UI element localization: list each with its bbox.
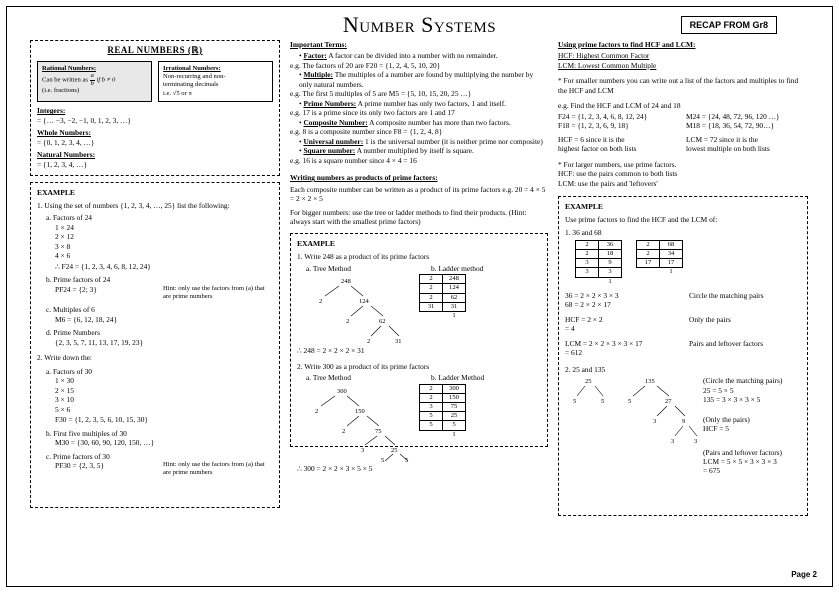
ladder-row [420,412,466,421]
hcf-eg-head: e.g. Find the HCF and LCM of 24 and 18 [558,101,681,111]
ladder-div: 2 [420,293,443,302]
tree-25 [565,374,621,476]
ladder-row [576,268,622,277]
irrational-or: or [181,89,187,97]
ladder-row [576,240,622,249]
ladder-val: 18 [599,249,622,258]
example-label-right: EXAMPLE [565,202,603,212]
term-2-word: Prime Numbers: [303,98,357,108]
ladder-val: 62 [443,293,466,302]
note-pairs-2: (Only the pairs) [703,414,750,424]
lcm-result-line1: LCM = 72 since it is the [686,134,758,144]
natural-heading: Natural Numbers: [37,150,96,160]
line-36: 36 = 2 × 2 × 3 × 3 [565,290,619,300]
svg-text:5: 5 [601,398,605,406]
left-f-value: M30 = {30, 60, 90, 120, 150, …} [55,438,155,448]
term-block-5 [290,146,548,165]
line-25: 25 = 5 × 5 [703,385,734,395]
left-d-label: d. Prime Numbers [46,328,100,338]
important-terms-section [290,40,548,165]
tree-300 [297,384,415,462]
f-lists [558,112,676,131]
rational-numbers-box [37,61,152,103]
svg-text:25: 25 [391,446,398,454]
ladder-div: 2 [420,284,443,293]
m-lists [686,112,808,131]
ladder-val: 36 [599,240,622,249]
column-left [30,40,280,508]
tree-135-svg [621,374,703,446]
ladder-div: 2 [576,240,599,249]
term-0-eg: e.g. The factors of 20 are F20 = {1, 2, 4, 5, 10, 20} [290,60,441,70]
svg-text:3: 3 [361,446,365,454]
term-3-eg: e.g. 8 is a composite number since F8 = {1, 2, 4, 8} [290,127,443,137]
svg-text:62: 62 [379,318,386,326]
irrational-heading: Irrational Numbers: [163,64,221,72]
lcm-def-text: LCM: Lowest Common Multiple [558,60,657,70]
left-example-box [30,182,280,508]
fraction-numerator: a [90,71,94,79]
f24-list: F24 = {1, 2, 3, 4, 6, 8, 12, 24} [558,111,648,121]
ladder-row [576,259,622,268]
svg-text:27: 27 [665,398,672,406]
natural-group [37,150,273,169]
tree-300-svg [297,384,415,462]
right-q2: 2. 25 and 135 [565,364,606,374]
ladder-div: 2 [576,249,599,258]
ladder-row [576,249,622,258]
mid-q2: 2. Write 300 as a product of its prime factors [297,361,430,371]
ladder-div [637,268,660,277]
term-5-eg: e.g. 16 is a square number since 4 × 4 = 16 [290,155,417,165]
ladder-248 [419,274,466,344]
integers-heading: Integers: [37,106,66,116]
svg-text:5: 5 [405,456,409,462]
svg-text:248: 248 [341,278,351,286]
ladder-248-table [419,274,466,320]
irrational-line1: Non-recurring and non- [163,72,226,80]
hcf-result [558,135,676,154]
svg-text:2: 2 [342,427,346,435]
ladder-div: 2 [420,393,443,402]
left-g-label: c. Prime factors of 30 [46,451,110,461]
irrational-numbers-box [158,61,273,103]
ladder-val: 34 [660,249,683,258]
svg-text:2: 2 [319,298,323,306]
rational-line2: (i.e. fractions) [42,87,80,95]
rational-line1-text: Can be written as [42,76,88,84]
ladder-36 [575,240,622,286]
ladder-val: 9 [599,259,622,268]
svg-text:2: 2 [346,318,350,326]
left-d-value: {2, 3, 5, 7, 11, 13, 17, 19, 23} [55,337,144,347]
ladder-div [420,312,443,321]
ladder-row [420,421,466,430]
ladder-row [420,284,466,293]
mid-ladder-label-2: b. Ladder Method [431,373,485,383]
hcf-val-1: 2 × 2 [587,314,603,324]
lcm-2: LCM = 5 × 5 × 3 × 3 × 3 [703,457,777,467]
ladder-68 [636,240,683,286]
lcm-result [686,135,808,154]
term-4: • Universal number: 1 is the universal number (it is neither prime nor composite) [299,136,543,146]
irrational-ie: i.e. [163,89,172,97]
term-block-2 [290,99,548,118]
left-e-lines [55,376,273,424]
e-line-1: 1 × 30 [55,376,74,386]
svg-text:135: 135 [645,378,655,386]
a-line-4: 4 × 6 [55,251,71,261]
tree-25-svg [565,374,621,410]
hcf-lcm-section [558,40,808,188]
mid-answer-2: ∴ 300 = 2 × 2 × 3 × 5 × 5 [297,463,373,473]
left-c-label: c. Multiples of 6 [46,305,95,315]
term-1-eg: e.g. The first 5 multiples of 5 are M5 = {5, 10, 15, 20, 25 …} [290,89,472,99]
term-0: • Factor: A factor can be divided into a number with no remainder. [299,51,498,61]
ladder-row [420,275,466,284]
e-line-4: 5 × 6 [55,404,71,414]
products-section [290,173,548,226]
left-a-label: a. Factors of 24 [46,213,92,223]
hcf-def-text: HCF: Highest Common Factor [558,51,650,61]
mid-ladder-label-1: b. Ladder method [431,263,484,273]
line-135: 135 = 3 × 3 × 3 × 5 [703,395,761,405]
svg-text:3: 3 [671,438,675,446]
ladder-row [420,293,466,302]
term-block-3 [290,118,548,137]
m24-list: M24 = {24, 48, 72, 96, 120 …} [686,111,780,121]
mid-answer-1: ∴ 248 = 2 × 2 × 2 × 31 [297,346,365,356]
ladder-val: 75 [443,402,466,411]
rational-condition: if b ≠ 0 [96,76,116,84]
hcf-2: HCF = 5 [703,424,729,434]
ladder-val: 17 [660,259,683,268]
hcf-lcm-heading: Using prime factors to find HCF and LCM: [558,40,696,49]
term-5-text: A number multiplied by itself is square. [355,146,474,156]
term-1-text: The multiples of a number are found by multiplying the number by only natural numbers. [299,70,534,89]
ladder-row [420,430,466,439]
ladder-val: 1 [452,430,456,438]
line-68: 68 = 2 × 2 × 17 [565,300,611,310]
e-line-3: 3 × 10 [55,395,74,405]
ladder-row [637,240,683,249]
prime-lines-36-68 [565,291,681,310]
term-2: • Prime Numbers: A prime number has only two factors, 1 and itself. [299,98,507,108]
real-numbers-heading: REAL NUMBERS (ℝ) [107,45,203,55]
svg-text:75: 75 [375,427,382,435]
a-line-5: ∴ F24 = {1, 2, 3, 4, 6, 8, 12, 24} [55,261,151,271]
hcf-note-4: LCM: use the pairs and 'leftovers' [558,178,658,188]
ladder-div: 31 [420,302,443,311]
svg-text:124: 124 [359,298,369,306]
right-q1: 1. 36 and 68 [565,228,602,238]
rational-fraction [90,73,95,87]
ladder-300-table [419,384,466,439]
svg-text:150: 150 [355,407,365,415]
column-right [558,40,808,516]
mid-tree-label-2: a. Tree Method [306,373,351,383]
ladder-val: 5 [443,421,466,430]
term-3-text: A composite number has more than two factors. [367,117,511,127]
hcf-calc-line1 [565,315,681,324]
note-circle-pairs: Circle the matching pairs [689,290,764,300]
ladder-row [637,259,683,268]
hcf-calc-1 [565,315,681,334]
term-0-text: A factor can be divided into a number with no remainder. [326,51,498,61]
hcf-note-2: * For larger numbers, use prime factors. [558,159,677,169]
rational-line1 [42,73,147,87]
whole-group [37,128,273,147]
term-block-4 [290,137,548,146]
e-line-2: 2 × 15 [55,385,74,395]
svg-text:31: 31 [395,338,402,345]
ladder-div: 5 [420,412,443,421]
note-leftover: Pairs and leftover factors [689,338,764,348]
hcf-result-line1: HCF = 6 since it is the [558,134,625,144]
right-example-box [558,196,808,516]
hcf-note-1: * For smaller numbers you can write out a list of the factors and multiples to find the HCF and LCM [558,76,799,95]
term-3-word: Composite Number: [303,117,368,127]
left-b-value: PF24 = {2; 3} [55,284,97,294]
ladder-div: 3 [576,268,599,277]
irrational-pi: π [188,89,192,97]
a-line-2: 2 × 12 [55,232,74,242]
left-a-lines [55,223,273,271]
ladder-val: 1 [608,277,612,285]
hcf-result-line2: highest factor on both lists [558,144,637,154]
lcm-def [558,61,808,70]
term-block-1 [290,70,548,98]
svg-text:25: 25 [585,378,592,386]
products-heading: Writing numbers as products of prime factors: [290,173,438,183]
left-c-value: M6 = {6, 12, 18, 24} [55,314,118,324]
ladder-div [420,430,443,439]
lcm-result-line2: lowest multiple on both lists [686,144,770,154]
hcf-res-1: = 4 [565,324,575,334]
ladder-div: 3 [576,259,599,268]
ladder-val: 68 [660,240,683,249]
integers-group [37,106,273,125]
whole-heading: Whole Numbers: [37,128,91,138]
left-f-label: b. First five multiples of 30 [46,428,127,438]
ladder-div: 2 [637,249,660,258]
ladder-div: 5 [420,421,443,430]
mid-q1: 1. Write 248 as a product of its prime factors [297,252,430,262]
svg-text:300: 300 [337,387,347,395]
ladder-row [637,249,683,258]
page-title: Number Systems [342,12,497,37]
note-circle-2: (Circle the matching pairs) [703,376,783,386]
svg-text:3: 3 [653,418,657,426]
left-q2: 2. Write down the: [37,353,92,363]
term-2-eg: e.g. 17 is a prime since its only two factors are 1 and 17 [290,108,455,118]
e-line-5: F30 = {1, 2, 3, 5, 6, 10, 15, 30} [55,415,148,425]
note-only-pairs: Only the pairs [689,314,731,324]
lcm-calc-1 [565,339,681,358]
mid-tree-label-1: a. Tree Method [306,263,351,273]
ladder-val: 150 [443,393,466,402]
term-4-text: 1 is the universal number (it is neither prime nor composite) [363,136,543,146]
a-line-1: 1 × 24 [55,222,74,232]
right-intro: Use prime factors to find the HCF and the LCM of: [565,214,718,224]
products-p1: Each composite number can be written as a product of its prime factors e.g. 20 = 4 × 5 = 2 × 2 × 5 [290,184,546,204]
ladder-row [420,402,466,411]
example-label-mid: EXAMPLE [297,239,335,249]
tree-135 [621,374,703,476]
ladder-val: 31 [443,302,466,311]
ladder-300 [419,384,466,462]
left-b-label: b. Prime factors of 24 [46,275,111,285]
svg-text:3: 3 [694,438,698,446]
left-g-hint: Hint: only use the factors from (a) that are prime numbers [163,460,265,477]
left-g-value: PF30 = {2, 3, 5} [55,460,105,470]
m18-list: M18 = {18, 36, 54, 72, 90…} [686,121,775,131]
hcf-note-3: HCF: use the pairs common to both lists [558,169,678,179]
rational-heading: Rational Numbers: [42,64,97,72]
svg-text:5: 5 [381,456,385,462]
left-b-hint: Hint: only use the factors from (a) that are prime numbers [163,284,265,300]
ladder-row [576,277,622,286]
hcf-def [558,51,808,60]
svg-text:9: 9 [682,418,686,426]
ladder-div: 2 [420,275,443,284]
ladder-val: 1 [669,268,673,276]
natural-value: = {1, 2, 3, 4, …} [37,159,88,169]
ladder-36-table [575,240,622,286]
real-numbers-box [30,40,280,176]
column-middle [290,40,548,473]
left-q1: 1. Using the set of numbers {1, 2, 3, 4, …, 25} list the following: [37,200,230,210]
term-1-word: Multiple: [303,70,333,80]
ladder-row [420,393,466,402]
lcm-2-res: = 675 [703,466,721,476]
lcm-label-1: LCM = 2 × 2 × 3 × 3 × 17 [565,338,643,348]
ladder-val: 25 [443,412,466,421]
term-0-word: Factor: [303,51,327,61]
ladder-row [420,384,466,393]
ladder-div [576,277,599,286]
tree-248 [297,274,415,344]
important-terms-heading: Important Terms: [290,40,347,49]
a-line-3: 3 × 8 [55,241,71,251]
svg-text:2: 2 [367,338,371,345]
hcf-label-1: HCF = [565,314,586,324]
svg-text:5: 5 [628,398,632,406]
integers-value: = {… −3, −2, −1, 0, 1, 2, 3, …} [37,115,131,125]
ladder-68-table [636,240,683,277]
term-4-word: Universal number: [303,136,364,146]
page-number: Page 2 [791,570,817,579]
term-block-0 [290,51,548,70]
f18-list: F18 = {1, 2, 3, 6, 9, 18} [558,121,629,131]
ladder-div: 3 [420,402,443,411]
left-e-label: a. Factors of 30 [46,366,92,376]
term-2-text: A prime number has only two factors, 1 and itself. [356,98,507,108]
products-p2: For bigger numbers: use the tree or ladder methods to find their products. (Hint: always start with the smallest prime factors) [290,207,527,226]
recap-badge: RECAP FROM Gr8 [681,16,777,34]
whole-value: = {0, 1, 2, 3, 4, …} [37,137,95,147]
term-5: • Square number: A number multiplied by itself is square. [299,146,474,156]
ladder-row [420,312,466,321]
mid-example-box [290,233,548,473]
irrational-sqrt5: √5 [172,89,180,97]
term-1: • Multiple: The multiples of a number are found by multiplying the number by only natural numbers. [299,70,534,89]
term-5-word: Square number: [303,146,356,156]
ladder-val: 1 [452,312,456,320]
irrational-line3 [163,90,268,98]
ladder-div: 2 [637,240,660,249]
ladder-div: 2 [420,384,443,393]
ladder-val: 248 [443,275,466,284]
svg-text:5: 5 [573,398,577,406]
ladder-div: 17 [637,259,660,268]
example-label-left: EXAMPLE [37,188,75,198]
ladder-row [637,268,683,277]
ladder-val: 124 [443,284,466,293]
ladder-row [420,302,466,311]
irrational-line2: terminating decimals [163,81,219,89]
fraction-denominator: b [90,79,94,87]
note-leftover-2: (Pairs and leftover factors) [703,447,783,457]
right-notes-2 [703,374,801,476]
ladder-val: 300 [443,384,466,393]
term-3: • Composite Number: A composite number has more than two factors. [299,117,511,127]
lcm-res-1: = 612 [565,348,583,358]
ladder-val: 3 [599,268,622,277]
svg-text:2: 2 [315,407,319,415]
tree-248-svg [297,274,415,344]
